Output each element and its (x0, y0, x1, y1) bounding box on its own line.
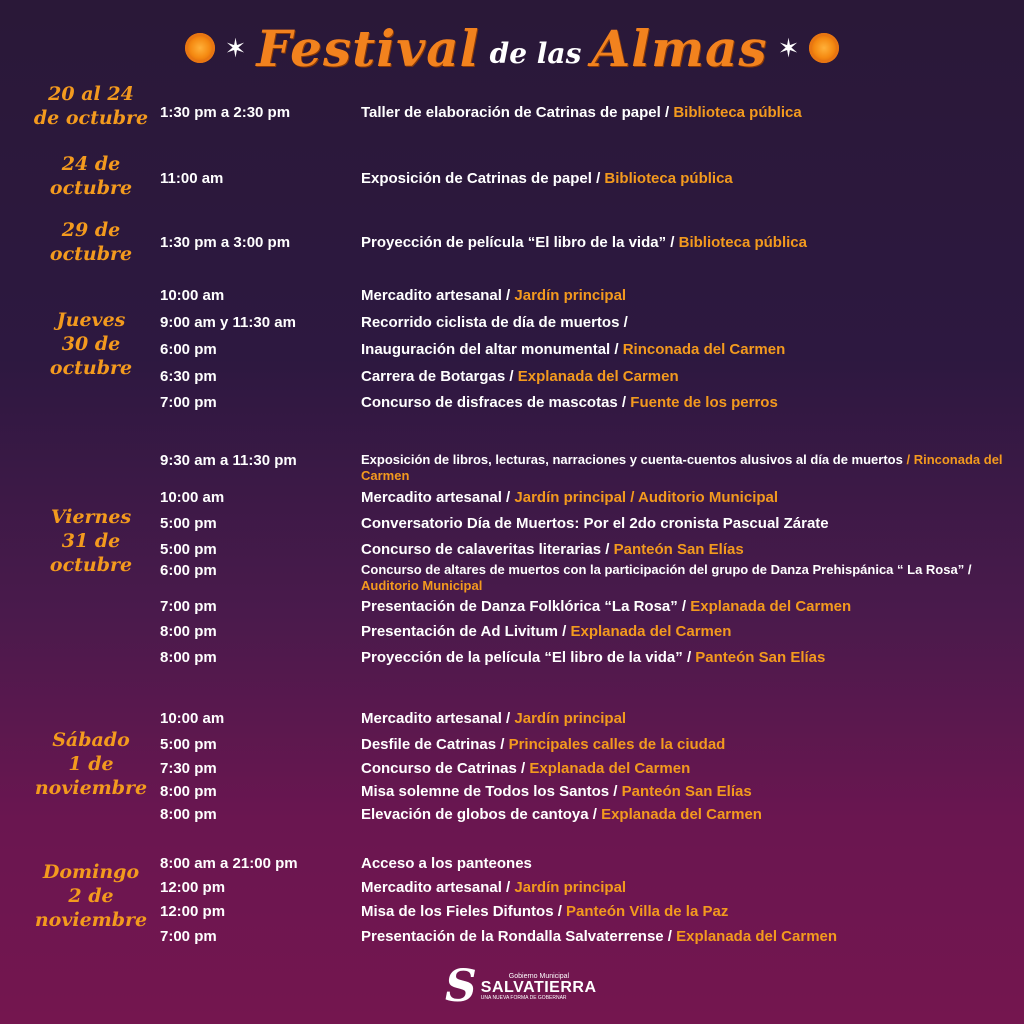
event-name: Proyección de película “El libro de la vida” / (361, 234, 675, 251)
schedule-row (0, 341, 1024, 363)
schedule-row (0, 649, 1024, 671)
event-time: 1:30 pm a 3:00 pm (160, 234, 291, 251)
event-time: 8:00 pm (160, 649, 217, 666)
salvatierra-logo (445, 961, 597, 1012)
event-name: Concurso de Catrinas / (361, 760, 526, 777)
event-name: Concurso de calaveritas literarias / (361, 541, 610, 558)
event-name: Presentación de Danza Folklórica “La Rosa” / (361, 598, 687, 615)
event-location: Explanada del Carmen (517, 368, 679, 385)
schedule-row (0, 562, 1024, 593)
event-name: Mercadito artesanal / (361, 879, 511, 896)
event-time: 8:00 pm (160, 783, 217, 800)
event-name: Exposición de Catrinas de papel / (361, 170, 601, 187)
event-description (361, 562, 1011, 594)
event-description (361, 515, 829, 532)
logo-name: SALVATIERRA (480, 979, 597, 996)
day-label: Domingo 2 de noviembre (34, 861, 148, 931)
event-time: 5:00 pm (160, 541, 217, 558)
event-description (361, 394, 778, 411)
day-label: 29 de octubre (49, 219, 133, 265)
title-connector: de las (489, 36, 582, 70)
event-time: 7:00 pm (160, 394, 217, 411)
event-name: Misa de los Fieles Difuntos / (361, 903, 562, 920)
event-name: Taller de elaboración de Catrinas de papel / (361, 104, 670, 121)
event-location: Biblioteca pública (604, 170, 733, 187)
event-description (361, 623, 731, 640)
schedule-row (0, 489, 1024, 511)
event-description (361, 710, 626, 727)
schedule-row (0, 879, 1024, 901)
event-name: Recorrido ciclista de día de muertos / (361, 314, 628, 331)
event-name: Misa solemne de Todos los Santos / (361, 783, 618, 800)
event-location: Fuente de los perros (630, 394, 778, 411)
event-location: / Rinconada del Carmen (361, 452, 1003, 483)
event-description (361, 903, 728, 920)
event-time: 6:00 pm (160, 341, 217, 358)
event-name: Carrera de Botargas / (361, 368, 514, 385)
schedule-row (0, 452, 1024, 483)
event-location: Explanada del Carmen (690, 598, 852, 615)
event-time: 6:30 pm (160, 368, 217, 385)
event-location: Panteón San Elías (621, 783, 752, 800)
event-description (361, 783, 752, 800)
event-time: 10:00 am (160, 710, 225, 727)
event-location: Explanada del Carmen (529, 760, 691, 777)
event-description (361, 234, 807, 251)
event-name: Proyección de la película “El libro de la vida” / (361, 649, 692, 666)
event-location: Jardín principal / Auditorio Municipal (514, 489, 779, 506)
event-name: Mercadito artesanal / (361, 287, 511, 304)
day-label: Jueves 30 de octubre (49, 309, 133, 379)
title-word-festival: Festival (256, 18, 480, 78)
event-name: Mercadito artesanal / (361, 489, 511, 506)
event-name: Elevación de globos de cantoya / (361, 806, 597, 823)
event-time: 5:00 pm (160, 515, 217, 532)
logo-gobierno: Gobierno Municipal (508, 973, 570, 980)
event-name: Inauguración del altar monumental / (361, 341, 619, 358)
schedule-row (0, 541, 1024, 563)
schedule-row (0, 170, 1024, 192)
event-description (361, 736, 725, 753)
event-location: Biblioteca pública (673, 104, 802, 121)
schedule-row (0, 598, 1024, 620)
schedule-row (0, 806, 1024, 828)
schedule-row (0, 104, 1024, 126)
sparkle-icon: ✶ (224, 32, 247, 63)
event-description (361, 489, 778, 506)
event-location: Explanada del Carmen (570, 623, 732, 640)
schedule-row (0, 710, 1024, 732)
schedule-row (0, 623, 1024, 645)
event-time: 10:00 am (160, 489, 225, 506)
event-name: Conversatorio Día de Muertos: Por el 2do cronista Pascual Zárate (361, 515, 829, 532)
event-name: Mercadito artesanal / (361, 710, 511, 727)
event-name: Presentación de la Rondalla Salvaterrense / (361, 928, 672, 945)
event-time: 7:30 pm (160, 760, 217, 777)
schedule-row (0, 394, 1024, 416)
event-location: Explanada del Carmen (601, 806, 762, 823)
event-description (361, 879, 626, 896)
event-time: 5:00 pm (160, 736, 217, 753)
schedule-row (0, 928, 1024, 950)
event-description (361, 341, 785, 358)
event-name: Exposición de libros, lecturas, narraciones y cuenta-cuentos alusivos al día de muertos (361, 452, 903, 467)
event-location: Auditorio Municipal (361, 578, 483, 593)
event-time: 12:00 pm (160, 879, 226, 896)
event-time: 8:00 pm (160, 623, 217, 640)
event-location: Panteón San Elías (695, 649, 826, 666)
schedule-row (0, 736, 1024, 758)
event-location: Principales calles de la ciudad (508, 736, 726, 753)
schedule-row (0, 314, 1024, 336)
event-time: 10:00 am (160, 287, 225, 304)
event-location: Panteón San Elías (613, 541, 744, 558)
day-label: Viernes 31 de octubre (49, 506, 133, 576)
title-word-almas: Almas (591, 18, 768, 78)
event-description (361, 541, 744, 558)
event-time: 9:30 am a 11:30 pm (160, 452, 297, 469)
event-description (361, 855, 532, 872)
event-description (361, 598, 851, 615)
event-location: Jardín principal (514, 710, 627, 727)
event-description (361, 368, 679, 385)
event-time: 6:00 pm (160, 562, 217, 579)
festival-title (0, 8, 1024, 88)
event-time: 9:00 am y 11:30 am (160, 314, 296, 331)
event-name: Concurso de altares de muertos con la participación del grupo de Danza Prehispánica “ La Rosa” / (361, 562, 972, 577)
marigold-flower-icon (185, 33, 215, 63)
event-time: 1:30 pm a 2:30 pm (160, 104, 291, 121)
event-time: 8:00 pm (160, 806, 217, 823)
event-location: Rinconada del Carmen (622, 341, 786, 358)
event-description (361, 806, 762, 823)
event-description (361, 760, 690, 777)
event-time: 12:00 pm (160, 903, 226, 920)
logo-tagline: UNA NUEVA FORMA DE GOBERNAR (480, 995, 567, 1001)
event-location: Jardín principal (514, 879, 627, 896)
sparkle-icon: ✶ (777, 32, 800, 63)
day-label: Sábado 1 de noviembre (34, 729, 148, 799)
event-description (361, 649, 825, 666)
schedule-row (0, 287, 1024, 309)
event-description (361, 452, 1011, 484)
event-time: 7:00 pm (160, 598, 217, 615)
event-name: Presentación de Ad Livitum / (361, 623, 567, 640)
event-location: Panteón Villa de la Paz (566, 903, 729, 920)
schedule-row (0, 855, 1024, 877)
event-description (361, 928, 837, 945)
schedule-row (0, 234, 1024, 256)
event-location: Explanada del Carmen (676, 928, 838, 945)
schedule-row (0, 760, 1024, 782)
schedule-row (0, 783, 1024, 805)
event-name: Desfile de Catrinas / (361, 736, 505, 753)
event-description (361, 170, 733, 187)
event-time: 7:00 pm (160, 928, 217, 945)
marigold-flower-icon (809, 33, 839, 63)
event-description (361, 314, 628, 331)
event-time: 8:00 am a 21:00 pm (160, 855, 298, 872)
schedule-row (0, 368, 1024, 390)
event-location: Biblioteca pública (678, 234, 807, 251)
event-description (361, 104, 802, 121)
event-location: Jardín principal (514, 287, 627, 304)
schedule-row (0, 903, 1024, 925)
event-name: Concurso de disfraces de mascotas / (361, 394, 627, 411)
day-label: 24 de octubre (49, 153, 133, 199)
event-time: 11:00 am (160, 170, 224, 187)
event-name: Acceso a los panteones (361, 855, 532, 872)
day-label: 20 al 24 de octubre (33, 83, 149, 129)
event-description (361, 287, 626, 304)
schedule-row (0, 515, 1024, 537)
logo-s-mark-icon: S (445, 961, 477, 1012)
